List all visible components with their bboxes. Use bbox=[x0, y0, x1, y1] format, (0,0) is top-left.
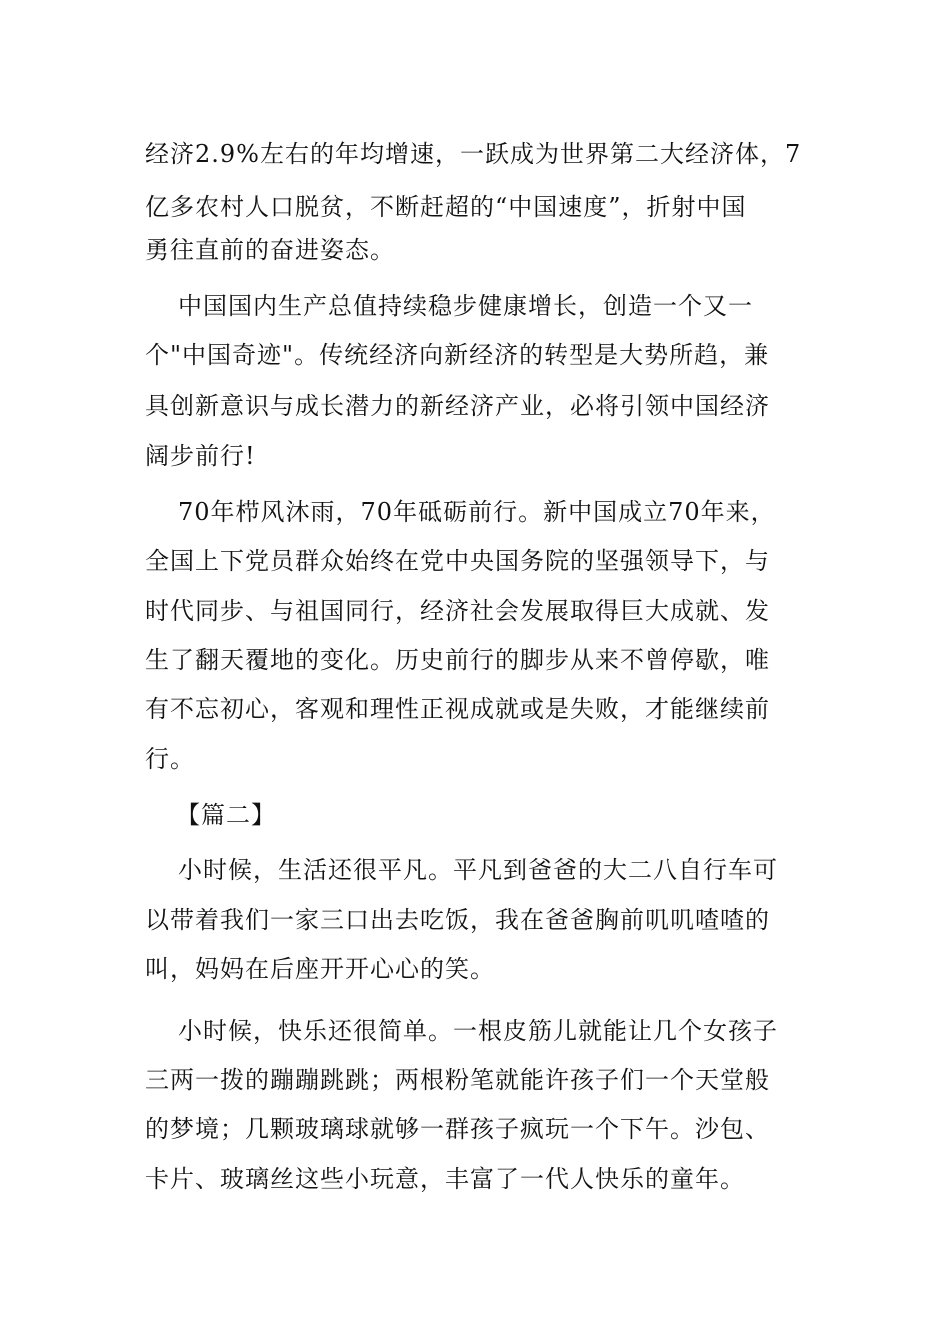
paragraph-6-line-3: 的梦境；几颗玻璃球就够一群孩子疯玩一个下午。沙包、 bbox=[145, 1115, 770, 1143]
paragraph-3-line-5: 有不忘初心，客观和理性正视成就或是失败，才能继续前 bbox=[145, 695, 770, 723]
paragraph-3-line-1: 70年栉风沐雨，70年砥砺前行。新中国成立70年来， bbox=[178, 498, 776, 526]
paragraph-6-line-1: 小时候，快乐还很简单。一根皮筋儿就能让几个女孩子 bbox=[178, 1017, 778, 1045]
paragraph-3-line-6: 行。 bbox=[145, 745, 195, 773]
paragraph-5-line-2: 以带着我们一家三口出去吃饭，我在爸爸胸前叽叽喳喳的 bbox=[145, 906, 770, 934]
paragraph-1-line-3: 勇往直前的奋进姿态。 bbox=[145, 236, 395, 264]
paragraph-5-line-1: 小时候，生活还很平凡。平凡到爸爸的大二八自行车可 bbox=[178, 856, 778, 884]
paragraph-5-line-3: 叫，妈妈在后座开开心心的笑。 bbox=[145, 955, 495, 983]
paragraph-1-line-2: 亿多农村人口脱贫，不断赶超的“中国速度”，折射中国 bbox=[145, 193, 747, 221]
section-heading: 【篇二】 bbox=[176, 801, 276, 829]
paragraph-2-line-1: 中国国内生产总值持续稳步健康增长，创造一个又一 bbox=[178, 292, 753, 320]
paragraph-3-line-3: 时代同步、与祖国同行，经济社会发展取得巨大成就、发 bbox=[145, 597, 770, 625]
paragraph-2-line-4: 阔步前行! bbox=[145, 442, 256, 470]
paragraph-6-line-4: 卡片、玻璃丝这些小玩意，丰富了一代人快乐的童年。 bbox=[145, 1165, 745, 1193]
paragraph-1-line-1: 经济2.9%左右的年均增速，一跃成为世界第二大经济体，7 bbox=[145, 140, 802, 168]
paragraph-6-line-2: 三两一拨的蹦蹦跳跳；两根粉笔就能许孩子们一个天堂般 bbox=[145, 1066, 770, 1094]
paragraph-3-line-4: 生了翻天覆地的变化。历史前行的脚步从来不曾停歇，唯 bbox=[145, 646, 770, 674]
paragraph-2-line-3: 具创新意识与成长潜力的新经济产业，必将引领中国经济 bbox=[145, 392, 770, 420]
paragraph-3-line-2: 全国上下党员群众始终在党中央国务院的坚强领导下，与 bbox=[145, 547, 770, 575]
paragraph-2-line-2: 个"中国奇迹"。传统经济向新经济的转型是大势所趋，兼 bbox=[145, 341, 770, 369]
